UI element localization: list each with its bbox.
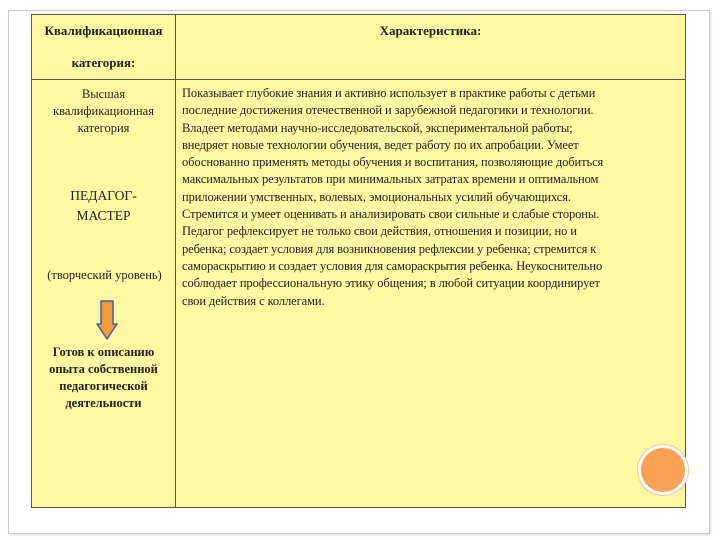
characteristic-text [182,85,667,310]
characteristic-line: Педагог рефлексирует не только свои действия, отношения и позиции, но и [182,224,577,239]
characteristic-line: обоснованно применять методы обучения и воспитания, позволяющие добиться [182,155,604,170]
characteristic-line: внедряет новые технологии обучения, ведет работу по их апробации. Умеет [182,137,579,152]
ready-line-2: опыта собственной [49,362,158,376]
characteristic-line: максимальных результатов при минимальных затратах времени и оптимальном [182,172,599,187]
qualification-category [32,86,175,137]
characteristic-line: последние достижения отечественной и зарубежной педагогики и технологии. [182,103,594,118]
header-left-line-2: категория: [71,55,136,70]
characteristic-line: самораскрытию и создает условия для самораскрытия ребенка. Неукоснительно [182,258,603,273]
ready-line-4: деятельности [65,396,142,410]
characteristic-line: соблюдает профессиональную этику общения; в любой ситуации координирует [182,276,600,291]
characteristic-line: свои действия с коллегами. [182,293,325,308]
characteristic-line: приложении умственных, волевых, эмоциональных усилий обучающихся. [182,189,571,204]
category-line-2: квалификационная [53,104,154,118]
title-line-1: ПЕДАГОГ- [70,188,137,203]
category-line-3: категория [77,121,130,135]
header-left-line-1: Квалификационная [44,23,163,38]
down-arrow-icon [96,300,118,340]
characteristic-line: Владеет методами научно-исследовательской, экспериментальной работы; [182,120,573,135]
decorative-circle-icon [641,448,685,492]
characteristic-line: Стремится и умеет оценивать и анализировать свои сильные и слабые стороны. [182,207,600,222]
header-qualification-category [32,15,175,79]
header-characteristic: Характеристика: [379,23,482,38]
ready-to-describe-text [32,344,175,412]
characteristic-line: Показывает глубокие знания и активно использует в практике работы с детьми [182,86,596,100]
category-line-1: Высшая [81,87,126,101]
ready-line-3: педагогической [59,379,148,393]
qualification-table [31,14,686,508]
characteristic-line: ребенка; создает условия для возникновения рефлексии у ребенка; стремится к [182,241,597,256]
level-label: (творческий уровень) [47,268,162,282]
teacher-master-title [32,186,175,226]
ready-line-1: Готов к описанию [52,345,155,359]
left-column [32,80,175,507]
title-line-2: МАСТЕР [76,208,131,223]
column-divider [175,15,176,507]
